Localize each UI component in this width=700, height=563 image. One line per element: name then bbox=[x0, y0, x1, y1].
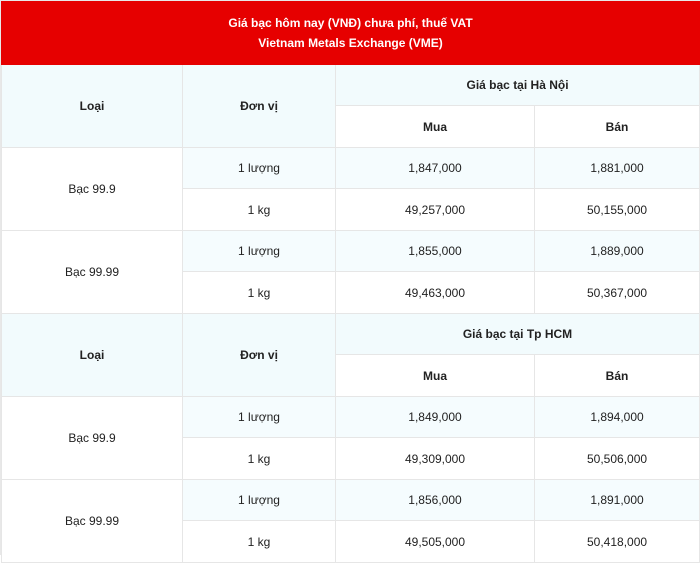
buy-price-cell: 49,463,000 bbox=[336, 272, 535, 314]
sell-price-cell: 50,367,000 bbox=[535, 272, 700, 314]
table-subtitle-line-2: Vietnam Metals Exchange (VME) bbox=[258, 36, 443, 50]
section-header-row bbox=[2, 314, 700, 355]
unit-cell: 1 kg bbox=[183, 438, 336, 480]
section-header-row bbox=[2, 65, 700, 106]
unit-cell: 1 lượng bbox=[183, 231, 336, 272]
column-header-sell: Bán bbox=[535, 355, 700, 397]
sell-price-cell: 1,891,000 bbox=[535, 480, 700, 521]
unit-cell: 1 lượng bbox=[183, 148, 336, 189]
sell-price-cell: 1,881,000 bbox=[535, 148, 700, 189]
column-header-buy: Mua bbox=[336, 355, 535, 397]
table-row bbox=[2, 231, 700, 272]
column-header-type: Loại bbox=[2, 314, 183, 397]
buy-price-cell: 49,309,000 bbox=[336, 438, 535, 480]
sell-price-cell: 50,155,000 bbox=[535, 189, 700, 231]
sell-price-cell: 1,889,000 bbox=[535, 231, 700, 272]
sell-price-cell: 50,506,000 bbox=[535, 438, 700, 480]
region-header-hanoi: Giá bạc tại Hà Nội bbox=[336, 65, 700, 106]
product-name: Bạc 99.99 bbox=[2, 480, 183, 563]
unit-cell: 1 kg bbox=[183, 521, 336, 563]
table-title bbox=[2, 2, 700, 65]
buy-price-cell: 49,257,000 bbox=[336, 189, 535, 231]
sell-price-cell: 50,418,000 bbox=[535, 521, 700, 563]
unit-cell: 1 lượng bbox=[183, 397, 336, 438]
unit-cell: 1 kg bbox=[183, 189, 336, 231]
product-name: Bạc 99.99 bbox=[2, 231, 183, 314]
buy-price-cell: 49,505,000 bbox=[336, 521, 535, 563]
region-header-hcm: Giá bạc tại Tp HCM bbox=[336, 314, 700, 355]
silver-price-table bbox=[1, 1, 700, 563]
buy-price-cell: 1,855,000 bbox=[336, 231, 535, 272]
buy-price-cell: 1,847,000 bbox=[336, 148, 535, 189]
product-name: Bạc 99.9 bbox=[2, 397, 183, 480]
table-row bbox=[2, 480, 700, 521]
product-name: Bạc 99.9 bbox=[2, 148, 183, 231]
table-title-row bbox=[2, 2, 700, 65]
column-header-sell: Bán bbox=[535, 106, 700, 148]
column-header-unit: Đơn vị bbox=[183, 65, 336, 148]
sell-price-cell: 1,894,000 bbox=[535, 397, 700, 438]
column-header-type: Loại bbox=[2, 65, 183, 148]
table-row bbox=[2, 148, 700, 189]
column-header-buy: Mua bbox=[336, 106, 535, 148]
buy-price-cell: 1,849,000 bbox=[336, 397, 535, 438]
table-row bbox=[2, 397, 700, 438]
column-header-unit: Đơn vị bbox=[183, 314, 336, 397]
unit-cell: 1 lượng bbox=[183, 480, 336, 521]
buy-price-cell: 1,856,000 bbox=[336, 480, 535, 521]
unit-cell: 1 kg bbox=[183, 272, 336, 314]
table-title-line-1: Giá bạc hôm nay (VNĐ) chưa phí, thuế VAT bbox=[228, 16, 473, 30]
